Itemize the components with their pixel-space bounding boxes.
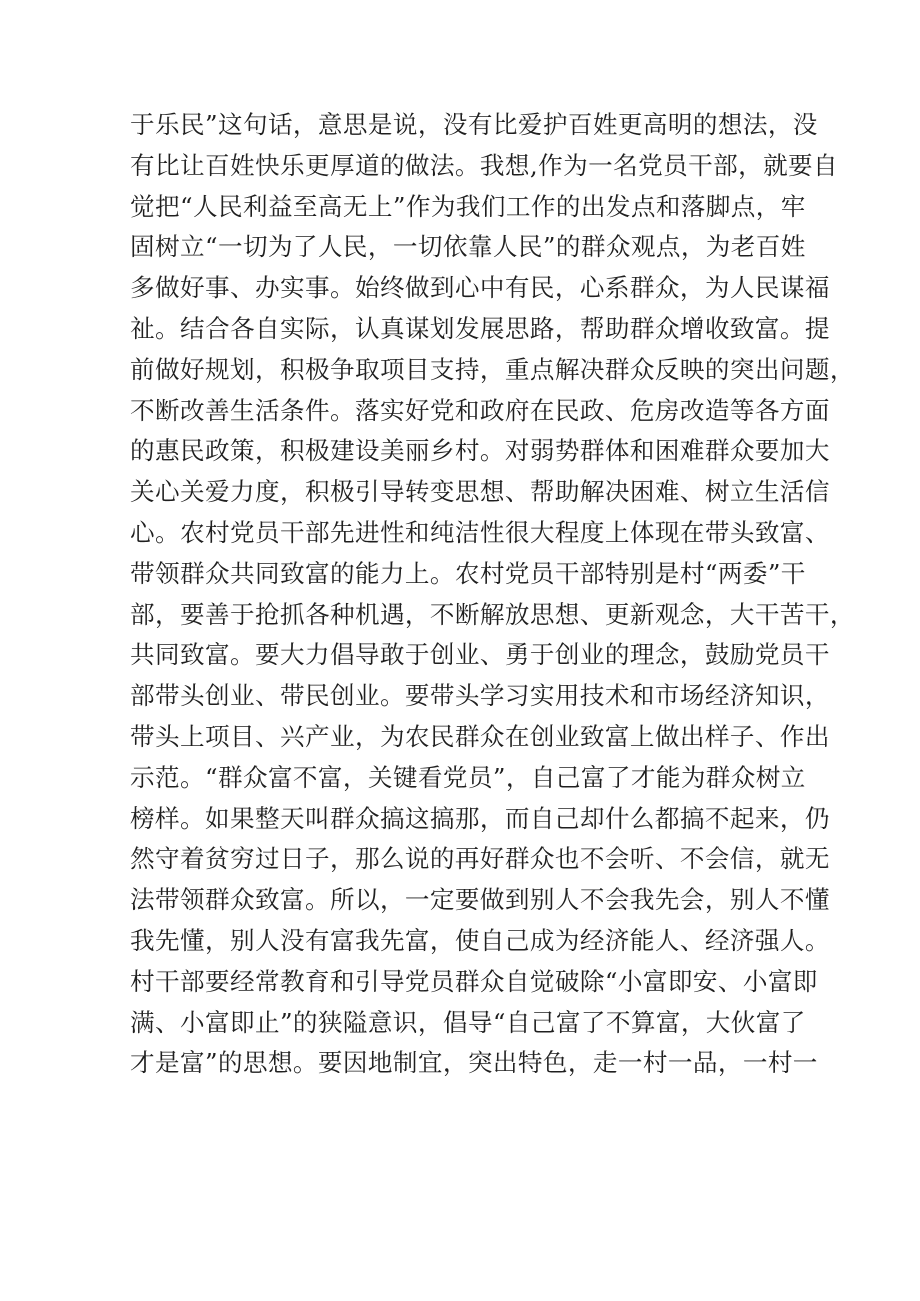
text-line: 法带领群众致富。所以，一定要做到别人不会我先会，别人不懂	[130, 885, 830, 915]
body-paragraph	[130, 105, 855, 1084]
text-line: 的惠民政策，积极建设美丽乡村。对弱势群体和困难群众要加大	[130, 436, 830, 466]
text-line: 然守着贫穷过日子，那么说的再好群众也不会听、不会信，就无	[130, 844, 830, 874]
text-line: 祉。结合各自实际，认真谋划发展思路，帮助群众增收致富。提	[130, 313, 830, 343]
text-line: 心。农村党员干部先进性和纯洁性很大程度上体现在带头致富、	[130, 517, 830, 547]
text-line: 前做好规划，积极争取项目支持，重点解决群众反映的突出问题，	[130, 354, 855, 384]
text-line: 不断改善生活条件。落实好党和政府在民政、危房改造等各方面	[130, 395, 830, 425]
text-line: 榜样。如果整天叫群众搞这搞那，而自己却什么都搞不起来，仍	[130, 803, 830, 833]
text-line: 有比让百姓快乐更厚道的做法。我想,作为一名党员干部，就要自	[130, 150, 839, 180]
text-line: 满、小富即止”的狭隘意识，倡导“自己富了不算富，大伙富了	[130, 1007, 806, 1037]
text-line: 多做好事、办实事。始终做到心中有民，心系群众，为人民谋福	[130, 273, 830, 303]
text-line: 共同致富。要大力倡导敢于创业、勇于创业的理念，鼓励党员干	[130, 640, 830, 670]
text-line: 带头上项目、兴产业，为农民群众在创业致富上做出样子、作出	[130, 721, 830, 751]
text-line: 带领群众共同致富的能力上。农村党员干部特别是村“两委”干	[130, 558, 806, 588]
text-line: 示范。“群众富不富，关键看党员”，自己富了才能为群众树立	[130, 762, 806, 792]
text-line: 村干部要经常教育和引导党员群众自觉破除“小富即安、小富即	[130, 966, 818, 996]
text-line: 于乐民”这句话，意思是说，没有比爱护百姓更高明的想法，没	[130, 110, 818, 139]
text-line: 固树立“一切为了人民，一切依靠人民”的群众观点，为老百姓	[130, 232, 806, 262]
text-line: 觉把“人民利益至高无上”作为我们工作的出发点和落脚点，牢	[130, 191, 806, 221]
text-line: 部带头创业、带民创业。要带头学习实用技术和市场经济知识，	[130, 681, 830, 711]
text-line: 部，要善于抢抓各种机遇，不断解放思想、更新观念，大干苦干，	[130, 599, 855, 629]
text-line: 我先懂，别人没有富我先富，使自己成为经济能人、经济强人。	[130, 925, 830, 955]
text-line: 才是富”的思想。要因地制宜，突出特色，走一村一品，一村一	[130, 1048, 818, 1078]
text-line: 关心关爱力度，积极引导转变思想、帮助解决困难、树立生活信	[130, 477, 830, 507]
